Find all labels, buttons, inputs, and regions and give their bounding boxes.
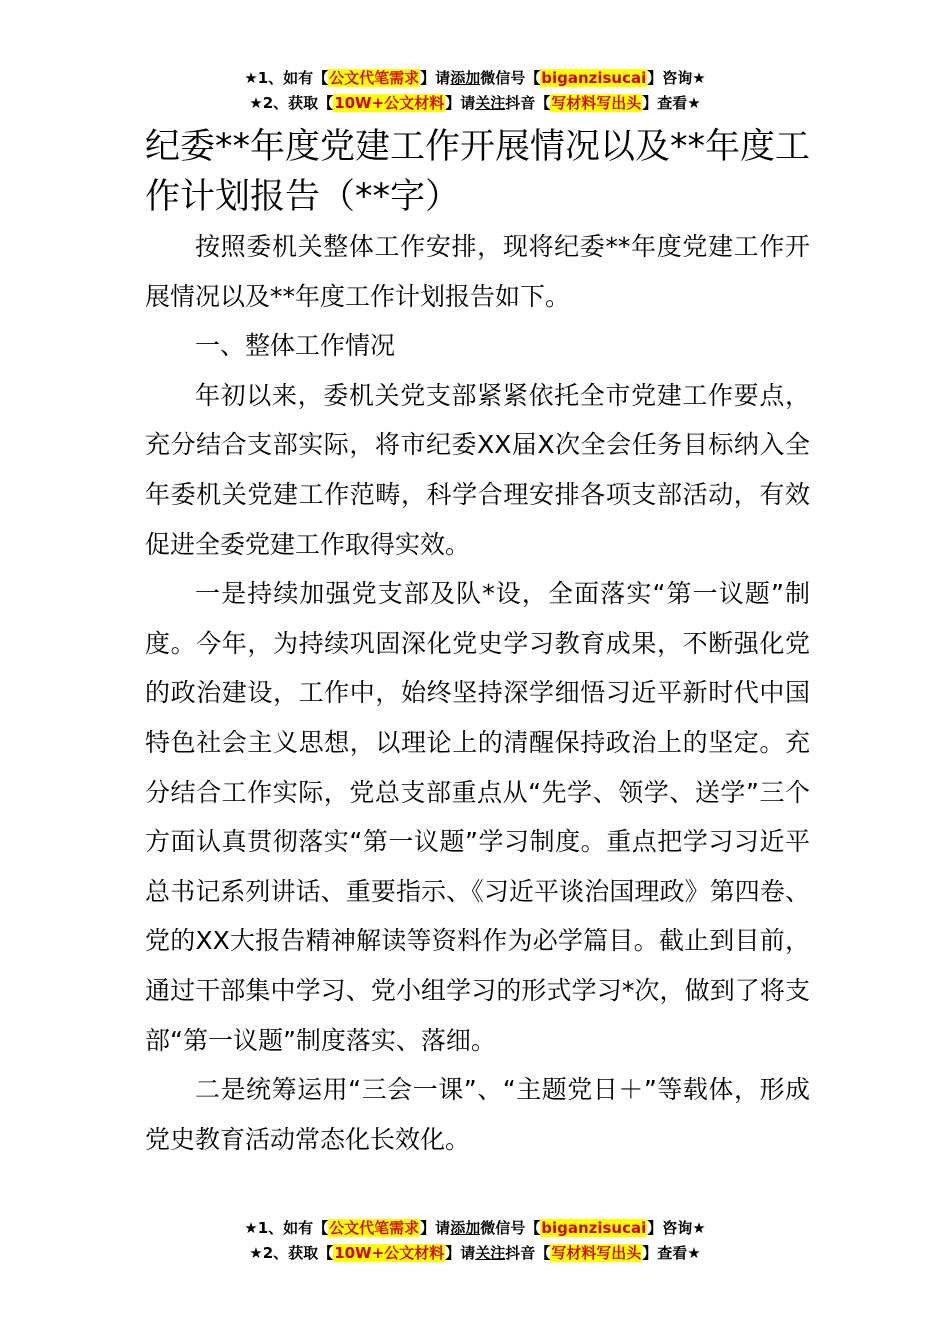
promo-line-1: [0, 66, 950, 91]
promo-text: 微信号【: [480, 1219, 541, 1237]
document-title: 纪委**年度党建工作开展情况以及**年度工作计划报告（**字）: [145, 127, 811, 217]
promo-highlight: 公文代笔需求: [329, 1219, 420, 1237]
promo-highlight: 10W+公文材料: [334, 1244, 445, 1262]
promo-text: ★1、如有【: [244, 69, 329, 87]
promo-line-2: [0, 91, 950, 116]
promo-text: 】咨询★: [647, 69, 706, 87]
paragraph-overview: 年初以来，委机关党支部紧紧依托全市党建工作要点，充分结合支部实际，将市纪委XX届X次全会任务目标纳入全年委机关党建工作范畴，科学合理安排各项支部活动，有效促进全委党建工作取得实效。: [145, 380, 810, 559]
promo-text: 】查看★: [642, 94, 701, 112]
promo-highlight: 写材料写出头: [551, 1244, 642, 1262]
promo-text: 抖音【: [505, 1244, 551, 1262]
promo-underline: 添加: [450, 69, 481, 87]
section-heading: 一、整体工作情况: [195, 331, 396, 361]
promo-underline: 添加: [450, 1219, 481, 1237]
promo-underline: 关注: [475, 94, 506, 112]
paragraph-intro: 按照委机关整体工作安排，现将纪委**年度党建工作开展情况以及**年度工作计划报告如下。: [145, 232, 810, 311]
paragraph-point-2: 二是统筹运用“三会一课”、“主题党日＋”等载体，形成党史教育活动常态化长效化。: [145, 1075, 810, 1154]
promo-highlight: biganzisucai: [541, 69, 647, 87]
promo-text: ★1、如有【: [244, 1219, 329, 1237]
promo-text: 】查看★: [642, 1244, 701, 1262]
promo-highlight: 10W+公文材料: [334, 94, 445, 112]
promo-text: ★2、获取【: [249, 1244, 334, 1262]
promo-highlight: 写材料写出头: [551, 94, 642, 112]
promo-line-1: [0, 1216, 950, 1241]
document-body: [145, 222, 810, 1164]
promo-text: 】请: [420, 69, 451, 87]
promo-text: 】请: [420, 1219, 451, 1237]
promo-highlight: biganzisucai: [541, 1219, 647, 1237]
promo-text: 】咨询★: [647, 1219, 706, 1237]
promo-underline: 关注: [475, 1244, 506, 1262]
paragraph-point-1: 一是持续加强党支部及队*设，全面落实“第一议题”制度。今年，为持续巩固深化党史学习教育成果，不断强化党的政治建设，工作中，始终坚持深学细悟习近平新时代中国特色社会主义思想，以理论上的清醒保持政治上的坚定。充分结合工作实际，党总支部重点从“先学、领学、送学”三个方面认真贯彻落实“第一议题”学习制度。重点把学习习近平总书记系列讲话、重要指示、《习近平谈治国理政》第四卷、党的XX大报告精神解读等资料作为必学篇目。截止到目前，通过干部集中学习、党小组学习的形式学习*次，做到了将支部“第一议题”制度落实、落细。: [145, 579, 810, 1055]
promo-text: 抖音【: [505, 94, 551, 112]
promo-banner-top: [0, 66, 950, 116]
promo-text: 微信号【: [480, 69, 541, 87]
promo-text: ★2、获取【: [249, 94, 334, 112]
promo-text: 】请: [445, 1244, 476, 1262]
promo-line-2: [0, 1241, 950, 1266]
promo-banner-bottom: [0, 1216, 950, 1266]
promo-highlight: 公文代笔需求: [329, 69, 420, 87]
promo-text: 】请: [445, 94, 476, 112]
